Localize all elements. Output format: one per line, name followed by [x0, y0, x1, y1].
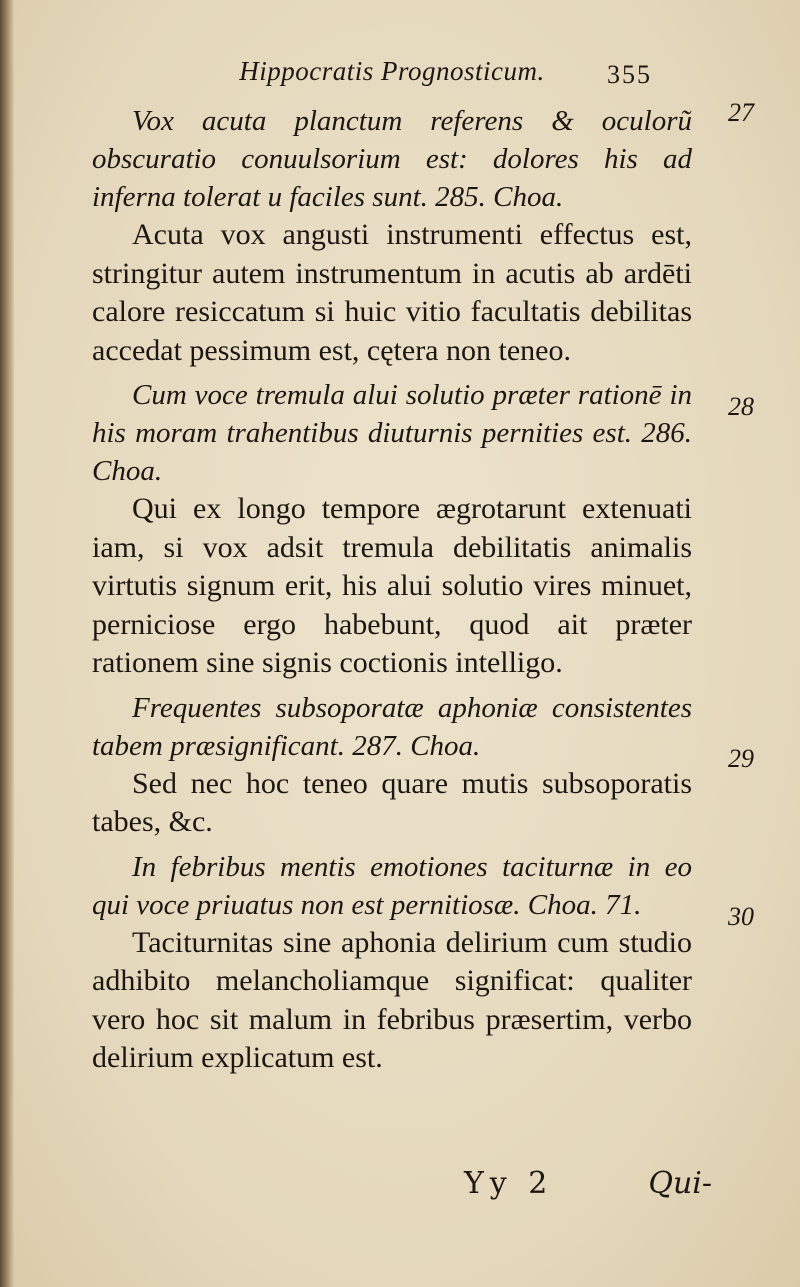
- section-28: [92, 376, 692, 683]
- commentary-text: Taciturnitas sine aphonia delirium cum studio adhibito melancholiamque significat: qualiter vero hoc sit malum in febribus præsertim, verbo delirium explicatum est.: [92, 925, 692, 1074]
- commentary-text: Sed nec hoc teneo quare mutis subsoporatis tabes, &c.: [92, 766, 692, 838]
- margin-number: 28: [728, 392, 754, 421]
- margin-number: 30: [728, 902, 754, 931]
- margin-number: 29: [728, 744, 754, 773]
- catchword: Qui-: [648, 1166, 712, 1201]
- page-gutter: [0, 0, 14, 1287]
- aphorism-text: Cum voce tremula alui solutio præter rationē in his moram trahentibus diuturnis pernities est. 286. Choa.: [92, 379, 692, 487]
- aphorism-text: In febribus mentis emotiones taciturnæ in eo qui voce priuatus non est pernitiosæ. Choa. 71.: [92, 850, 692, 921]
- commentary-text: Acuta vox angusti instrumenti effectus est, stringitur autem instrumentum in acutis ab ardēti calore resiccatum si huic vitio facultatis debilitas accedat pessimum est, cętera non teneo.: [92, 218, 692, 367]
- section-30: [92, 848, 692, 1078]
- aphorism-text: Vox acuta planctum referens & oculorũ obscuratio conuulsorium est: dolores his ad inferna tolerat u faciles sunt. 285. Choa.: [92, 105, 692, 213]
- section-27: [92, 102, 692, 370]
- page-number: 355: [607, 60, 652, 89]
- commentary-text: Qui ex longo tempore ægrotarunt extenuati iam, si vox adsit tremula debilitatis animalis virtutis signum erit, his alui solutio vires minuet, perniciose ergo habebunt, quod ait præter rationem sine signis coctionis intelligo.: [92, 492, 692, 679]
- running-head-title: Hippocratis Prognosticum.: [239, 56, 545, 86]
- text-block: [92, 56, 692, 1084]
- signature-mark: Yy 2: [464, 1166, 554, 1201]
- aphorism-text: Frequentes subsoporatæ aphoniæ consistentes tabem præsignificant. 287. Choa.: [92, 691, 692, 762]
- page-footer: [92, 1166, 712, 1206]
- running-head: [92, 56, 692, 102]
- margin-number: 27: [728, 98, 754, 127]
- section-29: [92, 689, 692, 842]
